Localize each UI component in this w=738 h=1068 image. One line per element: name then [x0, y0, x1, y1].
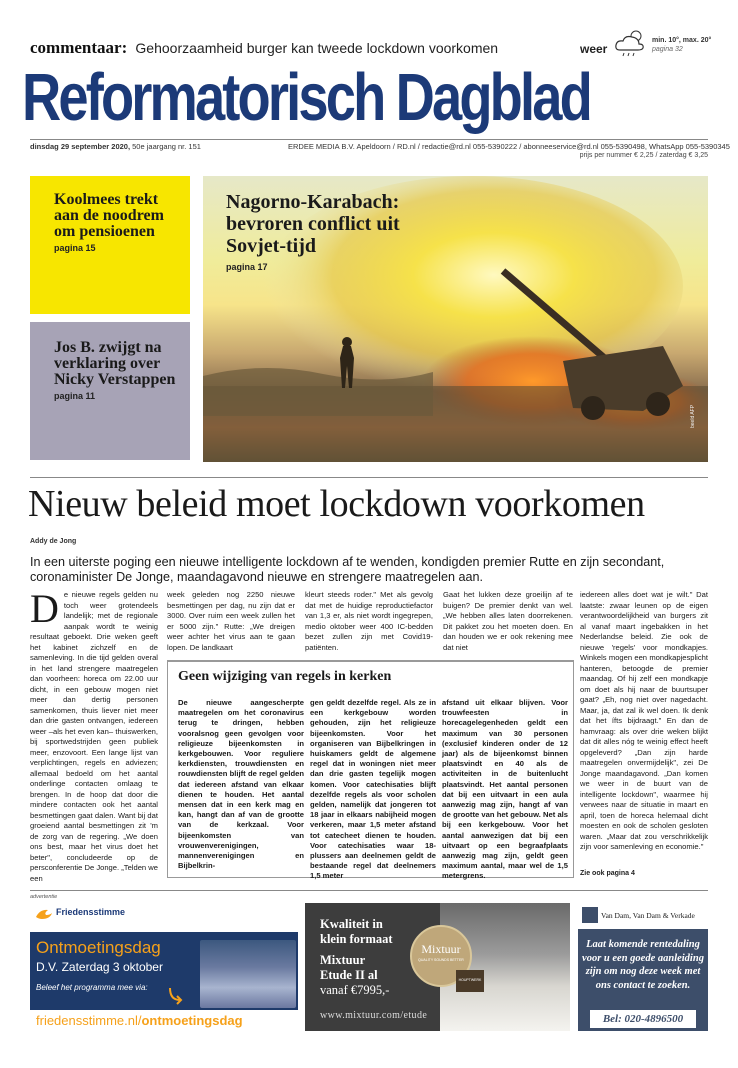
photo-page: pagina 17 — [226, 262, 268, 272]
ad2-url[interactable]: www.mixtuur.com/etude — [320, 1010, 428, 1021]
badge-text: Mixtuur — [421, 942, 461, 956]
teaser-title: Koolmees trekt aan de noodrem om pensioenen — [54, 191, 164, 240]
box-column-3: afstand uit elkaar blijven. Voor trouwfeesten in horecagelegenheden geldt een maximum van 30 personen (exclusief kinderen onder de 12 jaar) als de bijeenkomst binnen plaatsvindt en 40 als de activiteiten in de buitenlucht plaatsvindt. Het aantal personen dat bij een uitvaart in een aula aanwezig mag zijn, hangt af van de grootte van het gebouw. Net als bij een kerkgebouw. Voor het aantal aanwezigen dat bij een uitvaart op een begraafplaats aanwezig mag zijn, geldt geen maximum aantal, maar wel de 1,5 metergrens. — [442, 698, 568, 881]
ad2-line3: Mixtuur — [320, 953, 366, 967]
vandam-logo-icon — [582, 907, 598, 923]
article-column-4: Gaat het lukken deze groeilijn af te buigen? De premier denkt van wel. „We hebben alles laten doorrekenen. Dit pakket zou het moeten doen. En dan houden we er ook rekening mee dat niet — [443, 590, 573, 652]
teaser-title: Jos B. zwijgt na verklaring over Nicky Verstappen — [54, 339, 176, 388]
ad1-url-bold: ontmoetingsdag — [141, 1013, 243, 1028]
article-column-1 — [30, 586, 158, 884]
article-column-3: kleurt steeds roder." Met als gevolg dat met de huidige reproductiefactor van 1,3 er, als niet wordt ingegrepen, medio oktober weer 400 IC-bedden bezet zullen zijn met Covid19-patiënten. — [305, 590, 433, 652]
photo-title[interactable]: Nagorno-Karabach: bevroren conflict uit Sovjet-tijd — [226, 191, 400, 257]
weather-cloud-icon — [612, 28, 648, 58]
ads-label: advertentie — [30, 894, 58, 900]
ad1-title: Ontmoetingsdag — [36, 938, 161, 957]
teaser-page: pagina 15 — [54, 243, 96, 253]
divider — [30, 139, 708, 140]
edition: 50e jaargang nr. 151 — [132, 142, 201, 151]
box-column-1: De nieuwe aangescherpte maatregelen om het coronavirus terug te dringen, hebben vooralsnog geen gevolgen voor religieuze bijeenkomsten in kerkgebouwen. Voor reguliere kerkdiensten, trouwdiensten en rouwdiensten blijft de regel gelden dat iedereen afstand van elkaar dienen te houden. Het aantal mensen dat in een kerk mag en kan, hangt dan af van de grootte van de kerkzaal. Voor bijeenkomsten van vrouwenverenigingen, mannenverenigingen en Bijbelkrin- — [178, 698, 304, 871]
ad1-url[interactable] — [30, 1010, 298, 1032]
ad1-brand: Friedensstimme — [56, 907, 126, 917]
edition-info — [30, 142, 201, 151]
divider — [30, 477, 708, 478]
weer-temp-value: min. 10°, max. 20° — [652, 37, 712, 44]
teaser-page: pagina 11 — [54, 391, 96, 401]
ad1-cta: Beleef het programma mee via: — [36, 983, 148, 992]
arrow-icon — [166, 986, 186, 1006]
dove-icon — [34, 907, 54, 923]
ad2-line4: Etude II al — [320, 968, 378, 982]
contact-info: ERDEE MEDIA B.V. Apeldoorn / RD.nl / redactie@rd.nl 055-5390222 / abonneeservice@rd.nl 055-5390498, WhatsApp 055-5390345 — [288, 142, 730, 151]
ad3-brand: Van Dam, Van Dam & Verkade — [601, 911, 695, 920]
weer-page: pagina 32 — [652, 46, 683, 53]
box-column-2: gen geldt dezelfde regel. Als ze in een kerkgebouw worden gehouden, zijn het religieuze bijeenkomsten. Voor het organiseren van Bijbelkringen in huiskamers geldt de algemene regel dat in woningen niet meer dan drie gasten tegelijk mogen komen. Voor catechisaties blijft dezelfde regels als voor scholen gelden, namelijk dat jongeren tot 18 jaar in elkaars nabijheid mogen verkeren, maar 1,5 meter afstand tot catecheet dienen te houden. Voor catechisaties waar 18-plussers aan deelnemen geldt de bestaande regel dat deelnemers 1,5 meter — [310, 698, 436, 881]
photo-credit: beeld AFP — [690, 404, 696, 428]
ad3-text: Laat komende rentedaling voor u een goede aanleiding zijn om nog deze week met ons contact te zoeken. — [582, 939, 704, 991]
ad2-line2: klein formaat — [320, 932, 393, 946]
commentaar-label: commentaar: — [30, 38, 128, 57]
commentaar-text[interactable]: Gehoorzaamheid burger kan tweede lockdown voorkomen — [135, 40, 499, 56]
box-top-rule — [167, 660, 574, 662]
houptwerk-text: HOUPTWERK — [458, 978, 482, 982]
crowd-photo — [200, 940, 296, 1008]
article-column-2: week geleden nog 2250 nieuwe besmettingen per dag, nu zijn dat er 3000. Over ruim een week zullen het er 5000 zijn." Rutte: „We dreigen weer achter het virus aan te gaan lopen. De landkaart — [167, 590, 295, 652]
column-text: e nieuwe regels gelden nu toch weer grotendeels landelijk; met de regionale aanpak wordt te weinig resultaat geboekt. Drie weken geeft het kabinet zichzelf en de samenleving. In die tijd gelden overal in het land strengere maatregelen dan voorheen: horeca om 22.00 uur dicht, in een gebouw mogen niet meer dan dertig personen samenkomen, thuis liever niet meer dan drie gasten ontvangen, iedereen weer –als het even kan– thuiswerken, bij sportwedstrijden geen publiek meer, enzovoort. Een lange lijst van verplichtingen, regels en adviezen; allemaal bedoeld om het aantal onderlinge contacten omlaag te brengen. In de hoop dat door die mindere contacten ook het aantal besmettingen gaat dalen. Want bij dat groeiend aantal besmettingen zit 'm de zorg van de regering. „We doen ons best, maar het virus doet het beter", concludeerde op de persconferentie De Jonge. „Telden we een — [30, 590, 158, 883]
headline[interactable]: Nieuw beleid moet lockdown voorkomen — [28, 483, 645, 525]
teaser-jos-b[interactable] — [30, 322, 190, 460]
lead-paragraph: In een uiterste poging een nieuwe intelligente lockdown af te wenden, kondigden premier Rutte en zijn secondant, coronaminister De Jonge, maandagavond nieuwe en strengere maatregelen aan. — [30, 555, 665, 584]
box-title: Geen wijziging van regels in kerken — [178, 669, 392, 684]
ad1-subtitle: D.V. Zaterdag 3 oktober — [36, 960, 163, 974]
badge-sub: QUALITY SOUNDS BETTER — [418, 958, 464, 962]
article-column-5: iedereen alles doet wat je wilt." Dat laatste: zwaar leunen op de eigen verantwoordelijkheid van burgers zit al vanaf maart ingebakken in het Nederlandse beleid. Zie ook de nieuwe 'regels' voor mondkapjes. Winkels mogen een mondkapjesplicht hanteren, betoogde de premier maandag. Of hij zelf een mondkapje om doet als hij naar de buurtsuper gaat? „Eh, nog niet over nagedacht. Maar, ja, dat zal ik wel doen. Ik denk dat het ífts bijdraagt." En dan de hamvraag: als over drie weken blijkt dat dit alles nóg te weinig effect heeft opgeleverd? „Dan zijn harde maatregelen onvermijdelijk", zei De Jonge maandagavond. „Dan komen we weer in de buurt van de intelligente lockdown", waarmee hij verwees naar de situatie in maart en april, toen de horeca helemaal dicht moesten en ook de scholen gesloten waren. „Maar dat zou verschrikkelijk zijn voor samenleving en economie." — [580, 590, 708, 851]
byline: Addy de Jong — [30, 538, 77, 545]
price-info: prijs per nummer € 2,25 / zaterdag € 3,25 — [579, 152, 708, 159]
teaser-koolmees[interactable] — [30, 176, 190, 314]
date: dinsdag 29 september 2020, — [30, 142, 131, 151]
weer-label: weer — [580, 42, 608, 56]
divider — [30, 890, 708, 891]
ad3-phone[interactable]: Bel: 020-4896500 — [590, 1010, 696, 1028]
see-also-link[interactable]: Zie ook pagina 4 — [580, 870, 635, 877]
dropcap: D — [30, 586, 59, 631]
commentaar-line[interactable] — [30, 38, 498, 58]
ad2-line1: Kwaliteit in — [320, 917, 383, 931]
ad1-url-prefix: friedensstimme.nl/ — [36, 1013, 142, 1028]
ad2-line5: vanaf €7995,- — [320, 983, 390, 997]
weer-temp — [652, 36, 711, 54]
masthead[interactable]: Reformatorisch Dagblad — [22, 60, 590, 135]
